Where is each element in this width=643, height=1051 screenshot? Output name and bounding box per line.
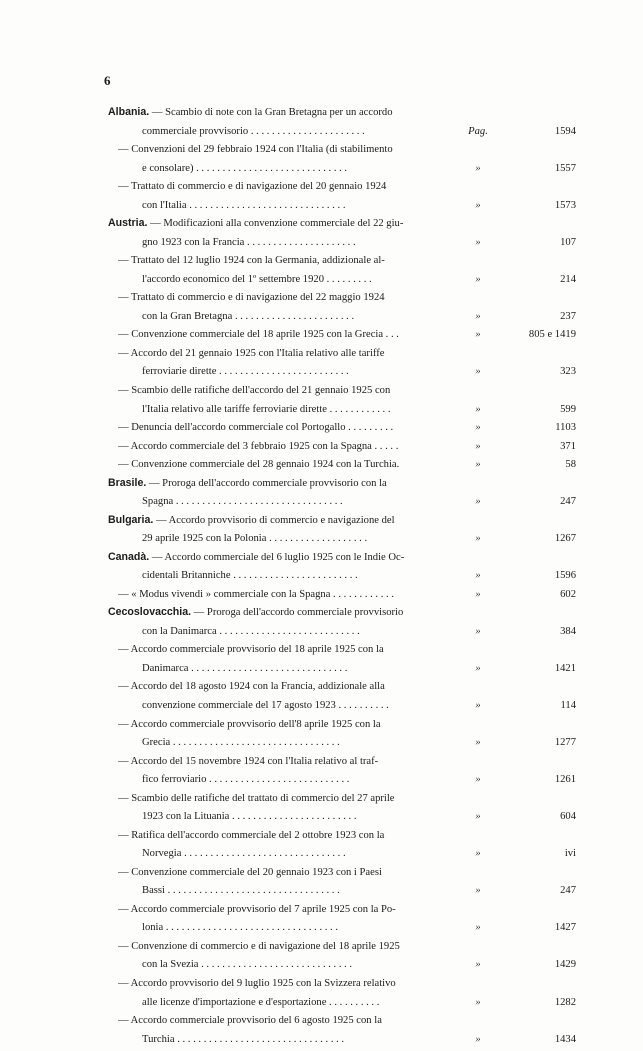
entry-text [142,569,487,583]
ditto-mark: » [475,273,481,285]
page-reference: 1421 [554,662,576,674]
ditto-mark: » [475,310,481,322]
entry-body: — Scambio delle ratifiche del trattato di commercio del 27 aprile [118,792,395,804]
entry-body: — Convenzione commerciale del 18 aprile 1925 con la Grecia . . . [118,329,399,341]
country-heading: Austria. [108,217,148,230]
entry-body: — Trattato del 12 luglio 1924 con la Germania, addizionale al- [118,255,385,267]
index-line [108,903,576,921]
index-line [108,680,576,698]
page-reference: 1267 [554,533,576,545]
ditto-mark: » [475,533,481,545]
entry-body: — Convenzione di commercio e di navigazione del 18 aprile 1925 [118,940,400,952]
page-reference: 384 [560,625,576,637]
index-line [108,477,576,495]
index-line [108,106,576,124]
entry-body: — Trattato di commercio e di navigazione del 22 maggio 1924 [118,292,385,304]
entry-text [142,199,487,213]
page-reference: 323 [560,366,576,378]
entry-body: — Accordo provvisorio del 9 luglio 1925 con la Svizzera relativo [118,977,396,989]
entry-text [118,440,463,454]
ditto-mark: » [475,570,481,582]
ditto-mark: » [475,774,481,786]
index-line [108,403,576,421]
index-line [108,384,576,402]
entry-text [118,384,463,398]
page-reference: 805 e 1419 [528,329,576,341]
entry-body: Turchia . . . . . . . . . . . . . . . . . . . . . . . . . . . . . . . . [142,1033,345,1045]
page-reference: 1573 [554,199,576,211]
entry-text [142,310,487,324]
page-reference: 247 [560,496,576,508]
entry-body: — Modificazioni alla convenzione commerciale del 22 giu- [147,218,404,230]
index-line [108,328,576,346]
ditto-mark: » [475,996,481,1008]
index-line [108,514,576,532]
entry-text [118,643,463,657]
page-reference: ivi [564,848,576,860]
entry-text [118,866,463,880]
page-reference: 602 [560,588,576,600]
page-reference: 1277 [554,737,576,749]
entry-text [118,180,463,194]
entry-body: Spagna . . . . . . . . . . . . . . . . . . . . . . . . . . . . . . . . [142,496,343,508]
page-reference: 1557 [554,162,576,174]
entry-body: gno 1923 con la Francia . . . . . . . . . . . . . . . . . . . . . [142,236,356,248]
entry-text [142,921,487,935]
index-line [108,810,576,828]
entry-body: — Proroga dell'accordo commerciale provvisorio [191,607,404,619]
ditto-mark: » [475,1033,481,1045]
entry-text [142,125,487,139]
entry-text [118,458,463,472]
entry-body: — Convenzione commerciale del 28 gennaio 1924 con la Turchia. [118,459,400,471]
entry-text [118,718,463,732]
index-line [108,495,576,513]
entry-text [142,810,487,824]
index-line [108,847,576,865]
entry-text [142,736,487,750]
entry-body: — Accordo commerciale del 6 luglio 1925 con le Indie Oc- [149,551,405,563]
index-line [108,718,576,736]
index-line [108,125,576,143]
entry-text [118,588,463,602]
index-line [108,588,576,606]
ditto-mark: » [475,922,481,934]
entry-body: — Accordo del 18 agosto 1924 con la Francia, addizionale alla [118,681,385,693]
ditto-mark: » [475,737,481,749]
page-reference: 247 [560,885,576,897]
index-line [108,662,576,680]
entry-text [108,606,453,620]
entry-text [118,829,463,843]
entry-body: 29 aprile 1925 con la Polonia . . . . . . . . . . . . . . . . . . . [142,533,368,545]
country-heading: Albania. [108,106,150,118]
page-reference: 599 [560,403,576,415]
entry-body: — Proroga dell'accordo commerciale provvisorio con la [146,477,387,489]
entry-text [142,403,487,417]
entry-body: Danimarca . . . . . . . . . . . . . . . . . . . . . . . . . . . . . . [142,662,348,674]
index-line [108,236,576,254]
entry-body: cidentali Britanniche . . . . . . . . . . . . . . . . . . . . . . . . [142,570,358,582]
index-line [108,199,576,217]
page-reference: 114 [560,700,576,711]
entry-text [118,792,463,806]
index-line [108,217,576,235]
entry-body: — Ratifica dell'accordo commerciale del 2 ottobre 1923 con la [118,829,385,841]
ditto-mark: » [475,422,481,434]
page-reference: 1594 [554,125,576,137]
entry-body: fico ferroviario . . . . . . . . . . . . . . . . . . . . . . . . . . . [142,774,350,786]
index-line [108,347,576,365]
entry-body: convenzione commerciale del 17 agosto 1923 . . . . . . . . . . [142,700,389,711]
entry-body: — Accordo commerciale provvisorio dell'8 aprile 1925 con la [118,718,381,730]
entry-body: — Accordo del 21 gennaio 1925 con l'Italia relativo alle tariffe [118,347,385,359]
ditto-mark: » [475,459,481,471]
index-line [108,866,576,884]
entry-text [142,958,487,972]
index-line [108,755,576,773]
entry-body: Norvegia . . . . . . . . . . . . . . . . . . . . . . . . . . . . . . . [142,848,346,860]
ditto-mark: » [475,236,481,248]
entry-body: Grecia . . . . . . . . . . . . . . . . . . . . . . . . . . . . . . . . [142,737,340,749]
country-heading: Cecoslovacchia. [108,606,192,619]
entry-body: — Accordo del 15 novembre 1924 con l'Italia relativo al traf- [118,755,379,767]
entry-body: Bassi . . . . . . . . . . . . . . . . . . . . . . . . . . . . . . . . . [142,885,340,897]
entry-body: — Accordo commerciale provvisorio del 7 aprile 1925 con la Po- [118,903,396,915]
entry-text [142,662,487,676]
pag-label: Pag. [468,125,488,137]
entry-text [118,143,463,157]
entry-body: — Scambio delle ratifiche dell'accordo del 21 gennaio 1925 con [118,384,391,396]
index-line [108,421,576,439]
entry-text [142,1033,487,1047]
entry-text [118,977,463,991]
entry-body: — Accordo commerciale provvisorio del 18 aprile 1925 con la [118,644,384,656]
entry-text [142,884,487,898]
entry-text [108,514,453,528]
index-line [108,1014,576,1032]
ditto-mark: » [475,440,481,452]
entry-text [142,495,487,509]
index-line [108,773,576,791]
ditto-mark: » [475,366,481,378]
entry-text [118,291,463,305]
entry-body: l'accordo economico del 1º settembre 1920 . . . . . . . . . [142,273,372,285]
index-line [108,921,576,939]
entry-text [142,365,487,379]
entry-body: 1923 con la Lituania . . . . . . . . . . . . . . . . . . . . . . . . [142,811,357,823]
entry-text [118,421,463,435]
entry-body: — Convenzioni del 29 febbraio 1924 con l'Italia (di stabilimento [118,144,393,156]
index-line [108,977,576,995]
ditto-mark: » [475,588,481,600]
index-line [108,569,576,587]
entry-body: l'Italia relativo alle tariffe ferroviarie dirette . . . . . . . . . . . . [142,403,391,415]
index-line [108,551,576,569]
page-reference: 1282 [554,996,576,1008]
index-line [108,162,576,180]
entry-text [142,773,487,787]
entry-text [118,903,463,917]
page-reference: 1103 [555,422,576,434]
entry-text [118,755,463,769]
index-line [108,273,576,291]
index-line [108,143,576,161]
entry-text [142,847,487,861]
page-reference: 604 [560,811,576,823]
index-line [108,958,576,976]
entry-text [118,328,463,342]
entry-text [142,996,487,1010]
index-line [108,606,576,624]
page-reference: 1261 [554,774,576,786]
ditto-mark: » [475,811,481,823]
page-reference: 371 [560,440,576,452]
page-reference: 1434 [554,1033,576,1045]
page-reference: 1596 [554,570,576,582]
entry-text [118,347,463,361]
index-line [108,291,576,309]
index-line [108,1033,576,1051]
entry-text [142,625,487,639]
index-line [108,736,576,754]
page-reference: 107 [560,236,576,248]
treaty-index [108,106,576,1051]
entry-text [108,106,453,120]
index-line [108,625,576,643]
entry-body: alle licenze d'importazione e d'esportazione . . . . . . . . . . [142,996,380,1008]
entry-body: — Accordo provvisorio di commercio e navigazione del [153,514,395,526]
entry-body: — Accordo commerciale del 3 febbraio 1925 con la Spagna . . . . . [118,440,399,452]
index-line [108,996,576,1014]
entry-text [108,551,453,565]
entry-body: commerciale provvisorio . . . . . . . . . . . . . . . . . . . . . . [142,125,365,137]
country-heading: Bulgaria. [108,513,154,526]
entry-body: e consolare) . . . . . . . . . . . . . . . . . . . . . . . . . . . . . [142,162,348,174]
index-line [108,829,576,847]
country-heading: Brasile. [108,476,147,489]
entry-body: lonia . . . . . . . . . . . . . . . . . . . . . . . . . . . . . . . . . [142,922,338,934]
index-line [108,458,576,476]
entry-text [118,254,463,268]
entry-body: con la Svezia . . . . . . . . . . . . . . . . . . . . . . . . . . . . . [142,959,353,971]
country-heading: Canadà. [108,550,150,563]
index-line [108,643,576,661]
page-reference: 1429 [554,959,576,971]
ditto-mark: » [475,625,481,637]
entry-text [118,940,463,954]
entry-text [142,273,487,287]
page-reference: 58 [565,459,576,471]
index-line [108,365,576,383]
index-line [108,440,576,458]
ditto-mark: » [475,959,481,971]
index-line [108,699,576,717]
page-reference: 237 [560,310,576,322]
index-line [108,940,576,958]
entry-text [142,532,487,546]
ditto-mark: » [475,162,481,174]
page-reference: 214 [560,273,576,285]
ditto-mark: » [475,885,481,897]
entry-body: — « Modus vivendi » commerciale con la Spagna . . . . . . . . . . . . [118,588,394,600]
entry-body: — Accordo commerciale provvisorio del 6 agosto 1925 con la [118,1015,382,1027]
index-line [108,792,576,810]
ditto-mark: » [475,329,481,341]
entry-text [142,162,487,176]
entry-text [108,217,453,231]
index-line [108,310,576,328]
index-line [108,254,576,272]
entry-text [142,236,487,250]
entry-body: — Convenzione commerciale del 20 gennaio 1923 con i Paesi [118,866,382,878]
entry-body: — Scambio di note con la Gran Bretagna per un accordo [149,107,393,118]
entry-text [108,477,453,491]
entry-text [142,699,487,713]
index-line [108,532,576,550]
entry-text [118,680,463,694]
entry-body: — Denuncia dell'accordo commerciale col Portogallo . . . . . . . . . [118,422,394,434]
ditto-mark: » [475,199,481,211]
page-number: 6 [104,73,111,88]
entry-body: con la Gran Bretagna . . . . . . . . . . . . . . . . . . . . . . . [142,310,355,322]
entry-text [118,1014,463,1028]
entry-body: con la Danimarca . . . . . . . . . . . . . . . . . . . . . . . . . . . [142,625,360,637]
entry-body: ferroviarie dirette . . . . . . . . . . . . . . . . . . . . . . . . . [142,366,349,378]
ditto-mark: » [475,662,481,674]
ditto-mark: » [475,496,481,508]
ditto-mark: » [475,403,481,415]
entry-body: — Trattato di commercio e di navigazione del 20 gennaio 1924 [118,181,387,193]
ditto-mark: » [475,848,481,860]
page-reference: 1427 [554,922,576,934]
ditto-mark: » [475,700,481,711]
entry-body: con l'Italia . . . . . . . . . . . . . . . . . . . . . . . . . . . . . . [142,199,346,211]
index-line [108,180,576,198]
